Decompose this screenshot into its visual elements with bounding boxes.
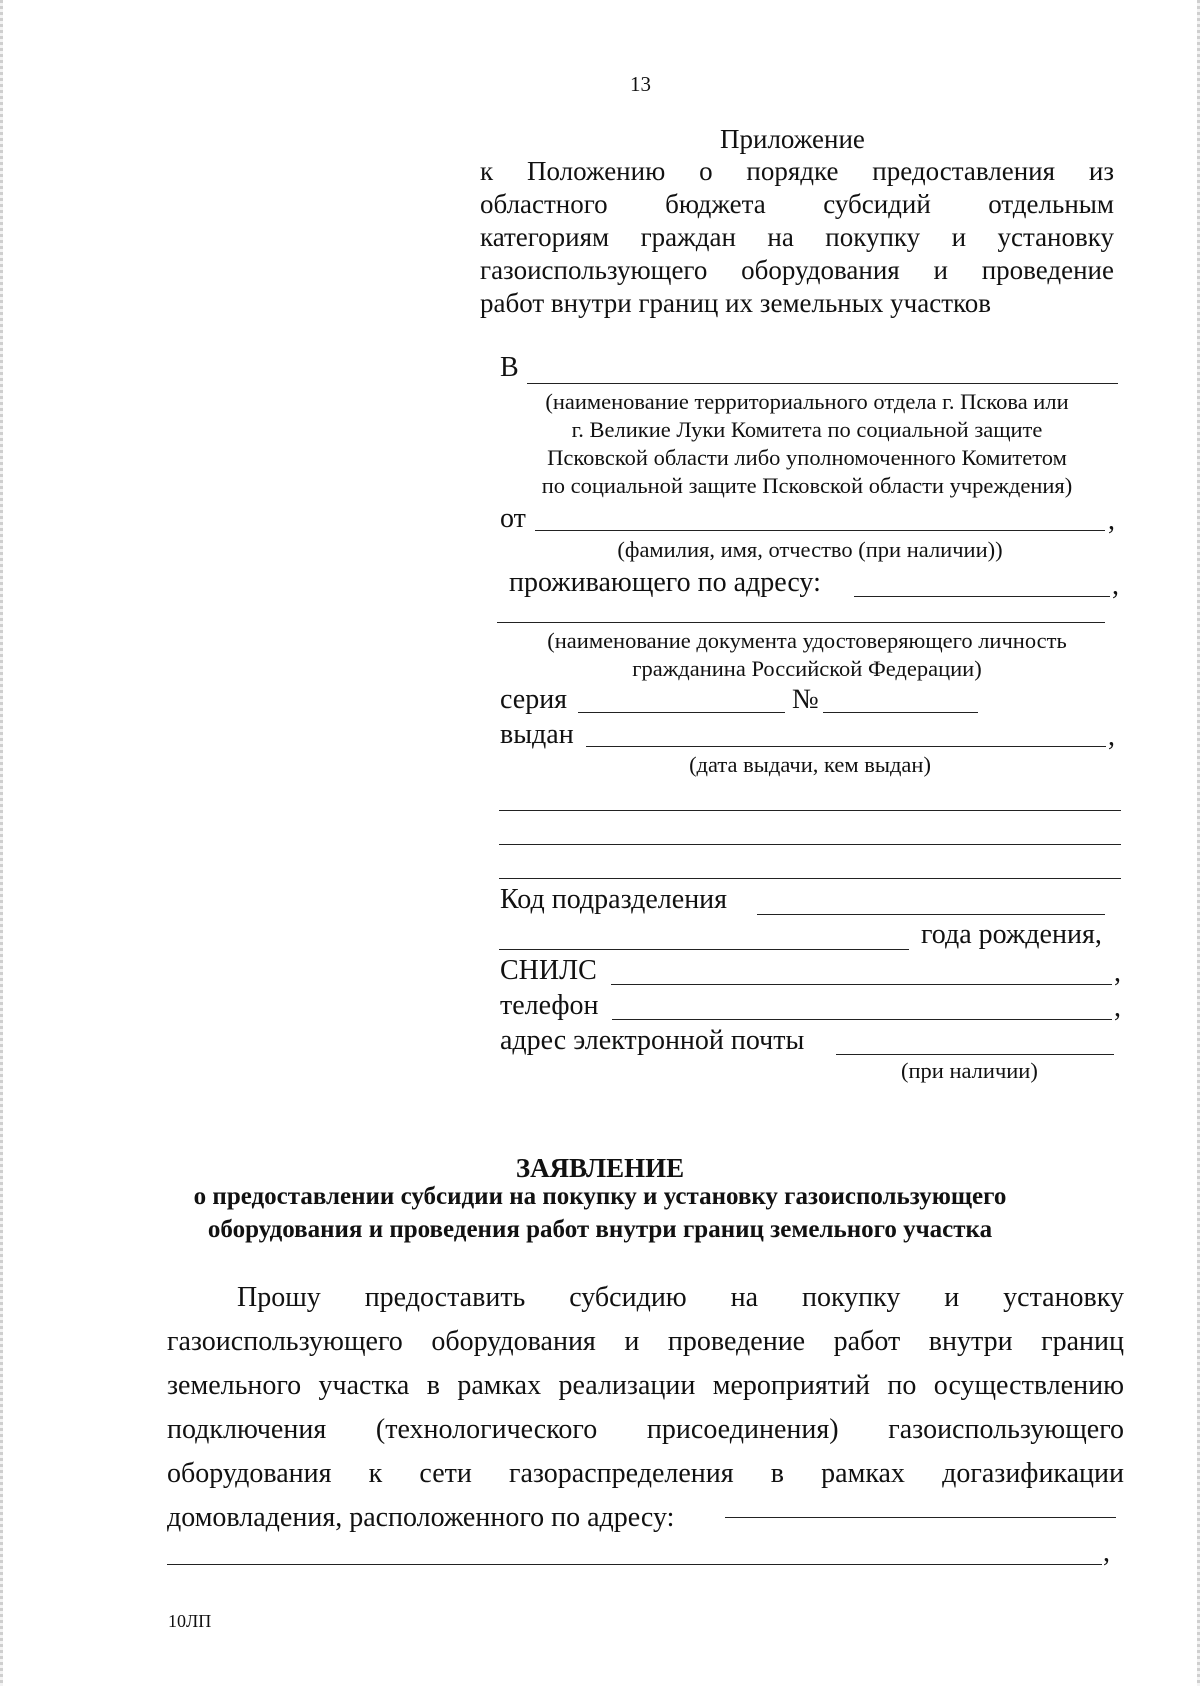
- snils-field[interactable]: [611, 984, 1112, 985]
- number-field[interactable]: [823, 712, 978, 713]
- statement-subtitle: оборудования и проведения работ внутри границ земельного участка: [207, 1216, 993, 1243]
- birth-year-field[interactable]: [499, 949, 909, 950]
- appendix-line: областного бюджета субсидий отдельным: [480, 189, 1114, 219]
- issued-field-line3[interactable]: [499, 844, 1121, 845]
- division-label: Код подразделения: [500, 884, 728, 915]
- email-note: (при наличии): [901, 1058, 1038, 1083]
- body-line: подключения (технологического присоединения) газоиспользующего: [167, 1414, 1124, 1445]
- phone-label: телефон: [500, 990, 599, 1021]
- statement-title: ЗАЯВЛЕНИЕ: [515, 1153, 685, 1183]
- appendix-line: работ внутри границ их земельных участков: [480, 288, 991, 318]
- series-label: серия: [500, 684, 568, 715]
- address-label: проживающего по адресу:: [509, 567, 821, 598]
- appendix-title: Приложение: [720, 124, 865, 154]
- body-line: оборудования к сети газораспределения в рамках догазификации: [167, 1458, 1124, 1489]
- statement-subtitle: о предоставлении субсидии на покупку и установку газоиспользующего: [193, 1183, 1007, 1210]
- appendix-line: к Положению о порядке предоставления из: [480, 156, 1114, 186]
- to-field[interactable]: [527, 383, 1118, 384]
- property-address-field-line2[interactable]: [167, 1564, 1102, 1565]
- from-field[interactable]: [535, 530, 1105, 531]
- birth-label: года рождения,: [921, 919, 1102, 950]
- comma: ,: [1112, 570, 1119, 601]
- number-label: №: [792, 684, 819, 715]
- footer-code: 10ЛП: [168, 1611, 212, 1631]
- comma: ,: [1114, 992, 1121, 1023]
- email-field[interactable]: [836, 1054, 1114, 1055]
- page-number: 13: [630, 72, 651, 96]
- property-address-field[interactable]: [725, 1517, 1116, 1518]
- comma: ,: [1114, 957, 1121, 988]
- appendix-text: [480, 155, 1114, 320]
- doc-note: (наименование документа удостоверяющего личность гражданина Российской Федерации): [547, 628, 1067, 681]
- scan-edge-left: [0, 0, 3, 1686]
- snils-label: СНИЛС: [500, 955, 597, 986]
- comma: ,: [1108, 721, 1115, 752]
- from-label: от: [500, 503, 526, 534]
- comma: ,: [1108, 505, 1115, 536]
- phone-field[interactable]: [612, 1019, 1112, 1020]
- address-field[interactable]: [854, 596, 1110, 597]
- appendix-line: категориям граждан на покупку и установку: [480, 222, 1114, 252]
- to-label: В: [500, 352, 519, 383]
- email-label: адрес электронной почты: [500, 1025, 805, 1056]
- to-note: (наименование территориального отдела г. Пскова или г. Великие Луки Комитета по социальной защите Псковской области либо уполномоченного Комитетом по социальной защите Псковской области учреждения): [541, 389, 1073, 498]
- division-field[interactable]: [757, 914, 1105, 915]
- body-line: земельного участка в рамках реализации мероприятий по осуществлению: [167, 1370, 1124, 1401]
- issued-field-line2[interactable]: [499, 810, 1121, 811]
- appendix-line: газоиспользующего оборудования и проведение: [480, 255, 1114, 285]
- issued-field-line4[interactable]: [499, 878, 1121, 879]
- body-line: газоиспользующего оборудования и проведение работ внутри границ: [167, 1326, 1124, 1357]
- statement-body: [167, 1276, 1124, 1540]
- issued-label: выдан: [500, 719, 574, 750]
- body-line: домовладения, расположенного по адресу:: [167, 1502, 675, 1533]
- body-line: Прошу предоставить субсидию на покупку и установку: [237, 1282, 1124, 1313]
- issued-field[interactable]: [586, 746, 1106, 747]
- address-field-line2[interactable]: [497, 622, 1105, 623]
- from-note: (фамилия, имя, отчество (при наличии)): [617, 537, 1003, 562]
- issued-note: (дата выдачи, кем выдан): [689, 752, 931, 777]
- series-field[interactable]: [578, 712, 785, 713]
- comma: ,: [1103, 1537, 1110, 1568]
